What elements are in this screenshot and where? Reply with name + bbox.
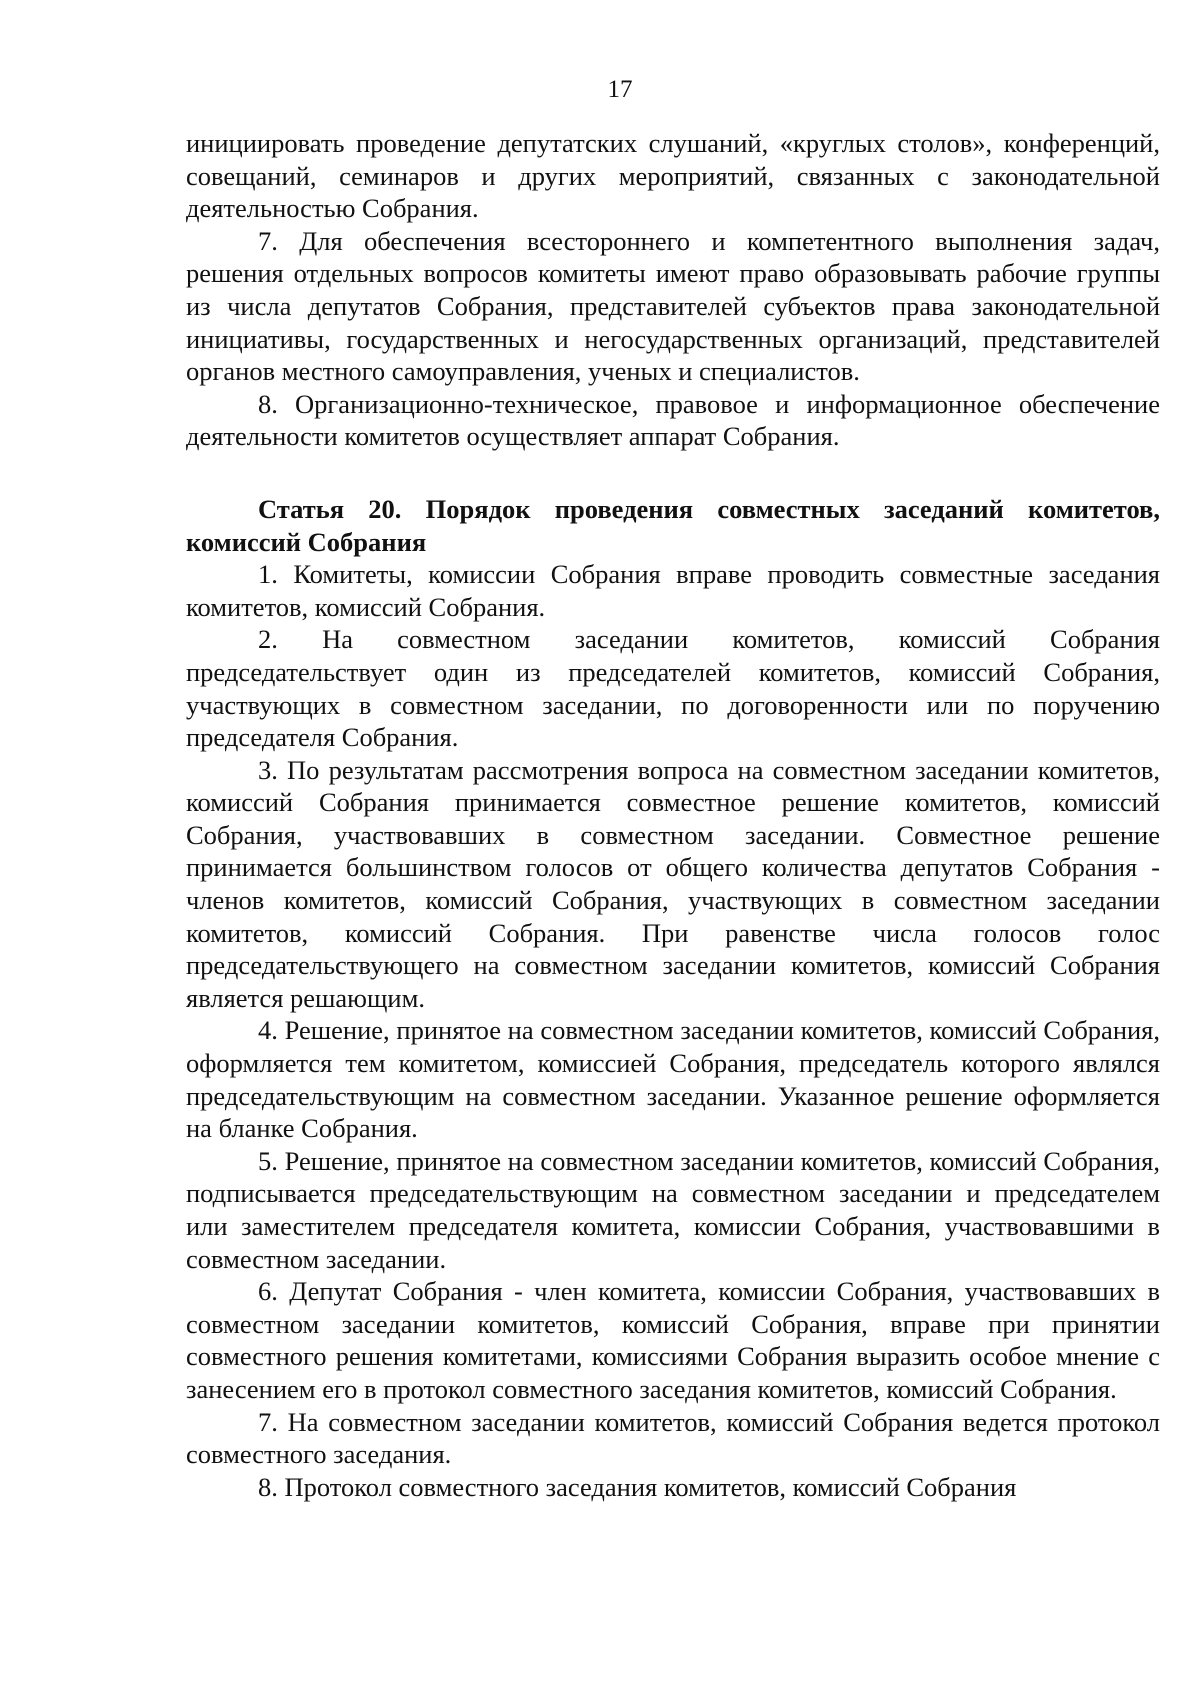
article-20-paragraph-8: 8. Протокол совместного заседания комитетов, комиссий Собрания [258,1471,1017,1502]
article-20-paragraph-5: 5. Решение, принятое на совместном заседании комитетов, комиссий Собрания, подписывается председательствующим на совместном заседании и председателем или заместителем председателя комитета, комиссии Собрания, участвовавшими в совместном заседании. [186,1145,1160,1274]
article-heading: Статья 20. Порядок проведения совместных заседаний комитетов, комиссий Собрания [186,493,1160,557]
paragraph-continuation: инициировать проведение депутатских слушаний, «круглых столов», конференций, совещаний, семинаров и других мероприятий, связанных с законодательной деятельностью Собрания. [186,128,1160,224]
article-20-paragraph-7: 7. На совместном заседании комитетов, комиссий Собрания ведется протокол совместного заседания. [186,1406,1160,1470]
paragraph-8: 8. Организационно-техническое, правовое и информационное обеспечение деятельности комитетов осуществляет аппарат Собрания. [186,388,1160,452]
paragraph-7: 7. Для обеспечения всестороннего и компетентного выполнения задач, решения отдельных вопросов комитеты имеют право образовывать рабочие группы из числа депутатов Собрания, представителей субъектов права законодательной инициативы, государственных и негосударственных организаций, представителей органов местного самоуправления, ученых и специалистов. [186,225,1160,387]
page-number: 17 [607,76,633,103]
article-20-paragraph-4: 4. Решение, принятое на совместном заседании комитетов, комиссий Собрания, оформляется тем комитетом, комиссией Собрания, председатель которого являлся председательствующим на совместном заседании. Указанное решение оформляется на бланке Собрания. [186,1015,1160,1144]
article-20-paragraph-6: 6. Депутат Собрания - член комитета, комиссии Собрания, участвовавших в совместном заседании комитетов, комиссий Собрания, вправе при принятии совместного решения комитетами, комиссиями Собрания выразить особое мнение с занесением его в протокол совместного заседания комитетов, комиссий Собрания. [186,1276,1160,1404]
article-20-paragraph-1: 1. Комитеты, комиссии Собрания вправе проводить совместные заседания комитетов, комиссий Собрания. [186,559,1160,622]
article-20-paragraph-3: 3. По результатам рассмотрения вопроса на совместном заседании комитетов, комиссий Собрания принимается совместное решение комитетов, комиссий Собрания, участвовавших в совместном заседании. Совместное решение принимается большинством голосов от общего количества депутатов Собрания - членов комитетов, комиссий Собрания, участвующих в совместном заседании комитетов, комиссий Собрания. При равенстве числа голосов голос председательствующего на совместном заседании комитетов, комиссий Собрания является решающим. [186,754,1160,1013]
article-20-paragraph-2: 2. На совместном заседании комитетов, комиссий Собрания председательствует один из председателей комитетов, комиссий Собрания, участвующих в совместном заседании, по договоренности или по поручению председателя Собрания. [186,624,1160,753]
document-body [186,127,1160,1503]
